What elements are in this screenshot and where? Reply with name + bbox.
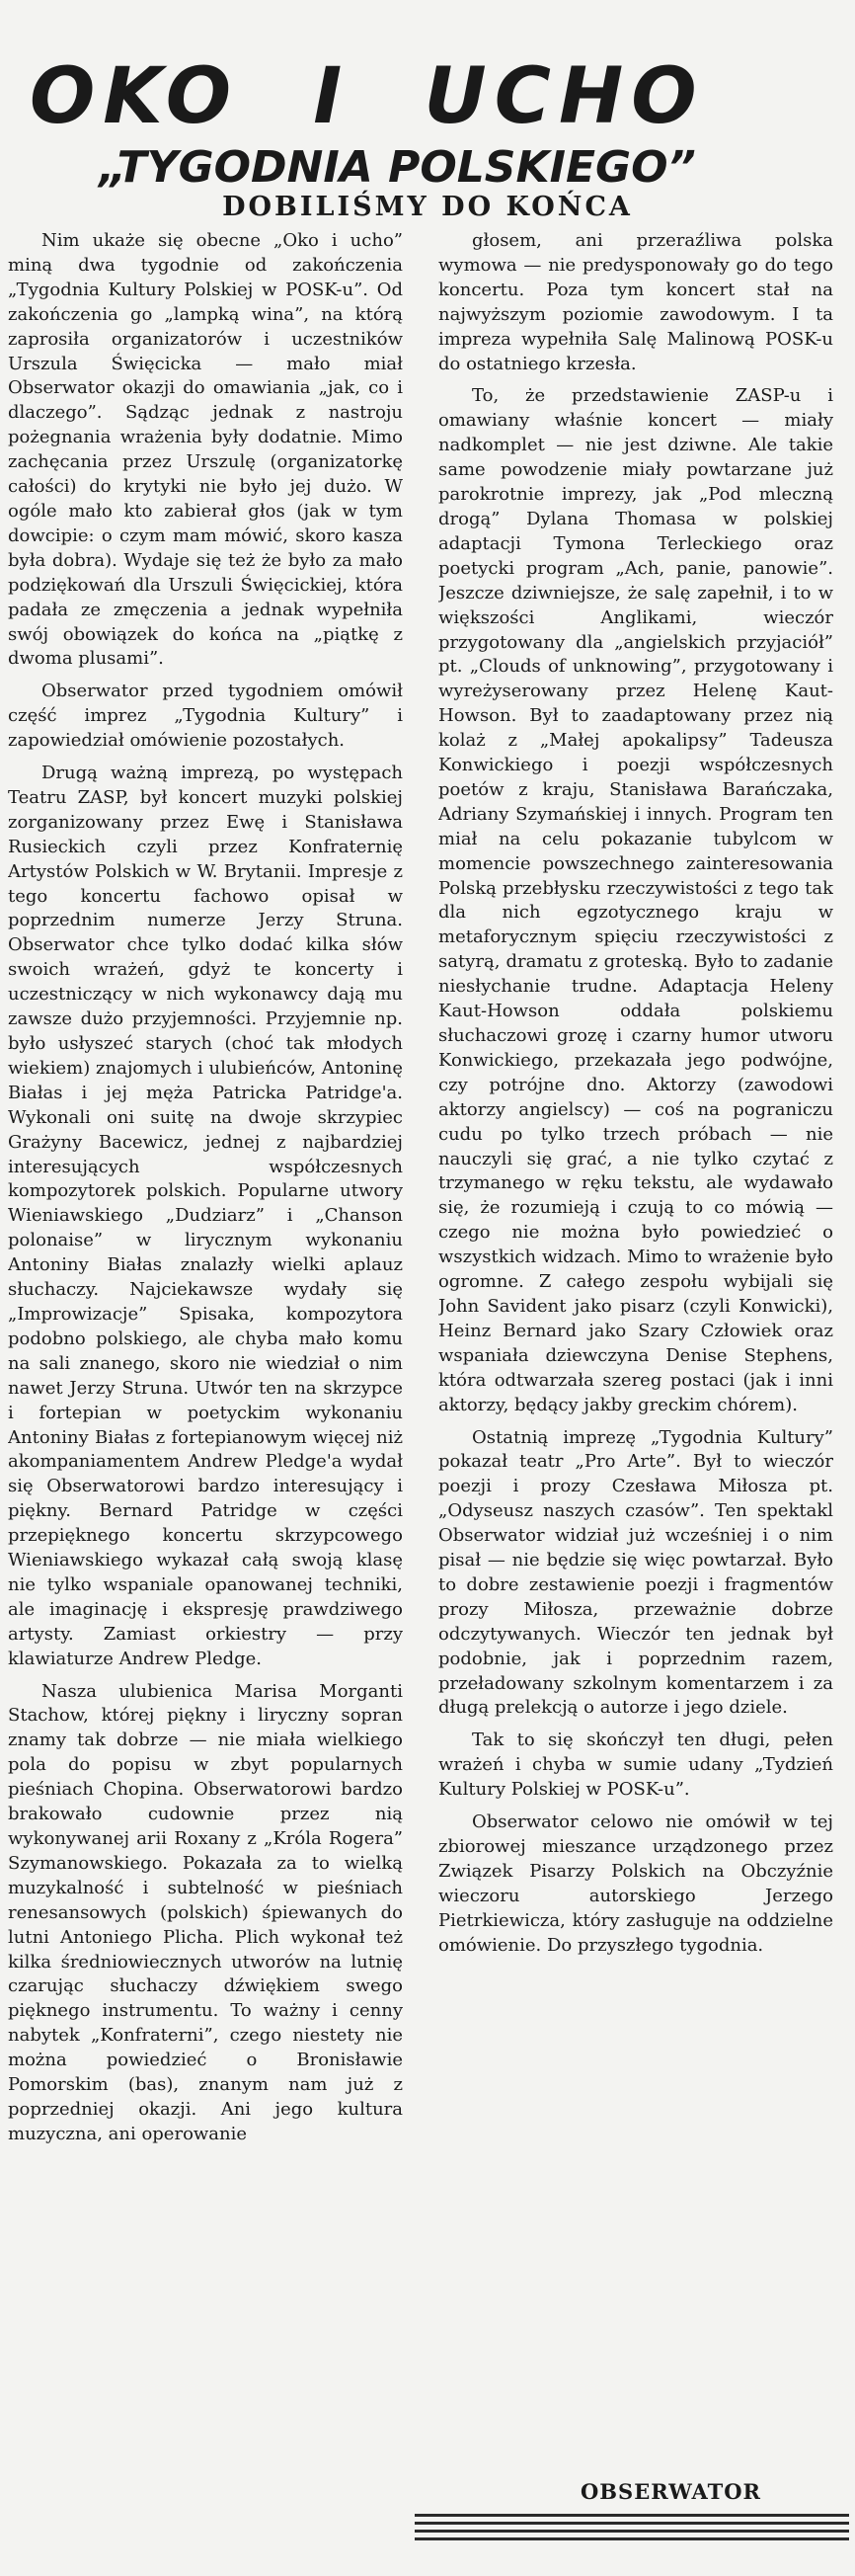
paragraph: głosem, ani przeraźliwa polska wymowa — nie predysponowały go do tego koncertu. Poza tym koncert stał na najwyższym poziomie zawodowym. I ta impreza wypełniła Salę Malinową POSK-u do ostatniego krzesła. (438, 230, 833, 374)
paragraph: Nasza ulubienica Marisa Morganti Stachow, której piękny i liryczny sopran znamy tak dobrze — nie miała wielkiego pola do popisu w zbyt popularnych pieśniach Chopina. Obserwatorowi bardzo brakowało cudownie przez nią wykonywanej arii Roxany z „Króla Rogera” Szymanowskiego. Pokazała za to wielką muzykalność i subtelność w pieśniach renesansowych (polskich) śpiewanych do lutni Antoniego Plicha. Plich wykonał też kilka średniowiecznych utworów na lutnię czarując słuchaczy dźwiękiem swego pięknego instrumentu. To ważny i cenny nabytek „Konfraterni”, czego niestety nie można powiedzieć o Bronisławie Pomorskim (bas), znanym nam już z poprzedniej okazji. Ani jego kultura muzyczna, ani operowanie (8, 1680, 403, 2144)
paragraph: Ostatnią imprezę „Tygodnia Kultury” pokazał teatr „Pro Arte”. Był to wieczór poezji i prozy Czesława Miłosza pt. „Odyseusz naszych czasów”. Ten spektakl Obserwator widział już wcześniej i o nim pisał — nie będzie się więc powtarzał. Było to dobre zestawienie poezji i fragmentów prozy Miłosza, przeważnie dobrze odczytywanych. Wieczór ten jednak był podobnie, jak i poprzednim razem, przeładowany szkolnym komentarzem i za długą prelekcją o autorze i jego dziele. (438, 1426, 833, 1719)
rule-line (415, 2514, 849, 2517)
left-column (8, 229, 403, 2560)
rule-line (415, 2522, 849, 2525)
rule-line (415, 2530, 849, 2533)
article-headline: DOBILIŚMY DO KOŃCA (222, 192, 633, 222)
masthead (0, 52, 855, 193)
right-column (438, 229, 833, 2560)
column-title: „TYGODNIA POLSKIEGO” (99, 142, 696, 193)
paragraph: Nim ukaże się obecne „Oko i ucho” miną dwa tygodnie od zakończenia „Tygodnia Kultury Polskiej w POSK-u”. Od zakończenia go „lampką wina”, na którą zaprosiła organizatorów i uczestników Urszula Święcicka — mało miał Obserwator okazji do omawiania „jak, co i dlaczego”. Sądząc jednak z nastroju pożegnania wrażenia były dodatnie. Mimo zachęcania przez Urszulę (organizatorkę całości) do krytyki nie było jej dużo. W ogóle mało kto zabierał głos (jak w tym dowcipie: o czym mam mówić, skoro kasza była dobra). Wydaje się też że było za mało podziękowań dla Urszuli Święcickiej, która padała ze zmęczenia a jednak wypełniła swój obowiązek do końca na „piątkę z dwoma plusami”. (8, 230, 403, 670)
paragraph: Obserwator celowo nie omówił w tej zbiorowej mieszance urządzonego przez Związek Pisarzy Polskich na Obczyźnie wieczoru autorskiego Jerzego Pietrkiewicza, który zasługuje na oddzielne omówienie. Do przyszłego tygodnia. (438, 1811, 833, 1956)
paragraph: To, że przedstawienie ZASP-u i omawiany właśnie koncert — miały nadkomplet — nie jest dziwne. Ale takie same powodzenie miały powtarzane już parokrotnie imprezy, jak „Pod mleczną drogą” Dylana Thomasa w polskiej adaptacji Tymona Terleckiego oraz poetycki program „Ach, panie, panowie”. Jeszcze dziwniejsze, że salę zapełnił, i to w większości Anglikami, wieczór przygotowany dla „angielskich przyjaciół” pt. „Clouds of unknowing”, przygotowany i wyreżyserowany przez Helenę Kaut-Howson. Był to zaadaptowany przez nią kolaż z „Małej apokalipsy” Tadeusza Konwickiego i poezji współczesnych poetów z kraju, Stanisława Barańczaka, Adriany Szymańskiej i innych. Program ten miał na celu pokazanie tubylcom w momencie powszechnego zainteresowania Polską przebłysku rzeczywistości z tego tak dla nich egzotycznego kraju w metaforycznym spięciu rzeczywistości z satyrą, dramatu z groteską. Było to zadanie niesłychanie trudne. Adaptacja Heleny Kaut-Howson oddała polskiemu słuchaczowi grozę i czarny humor utworu Konwickiego, przekazała jego podwójne, czy potrójne dno. Aktorzy (zawodowi aktorzy angielscy) — coś na pograniczu cudu po tylko trzech próbach — nie nauczyli się grać, a nie tylko czytać z trzymanego w ręku tekstu, ale wydawało się, że rozumieją i czują to co mówią — czego nie można było powiedzieć o wszystkich widzach. Mimo to wrażenie było ogromne. Z całego zespołu wybijali się John Savident jako pisarz (czyli Konwicki), Heinz Bernard jako Szary Człowiek oraz wspaniała dziewczyna Denise Stephens, która odtwarzała szereg postaci (jak i inni aktorzy, będący jakby greckim chórem). (438, 385, 833, 1415)
paragraph: Obserwator przed tygodniem omówił część imprez „Tygodnia Kultury” i zapowiedział omówienie pozostałych. (8, 681, 403, 752)
rule-line (415, 2537, 849, 2540)
column-kicker: OKO I UCHO (30, 52, 705, 141)
closing-rule (415, 2514, 849, 2553)
author-signature: OBSERWATOR (581, 2479, 761, 2504)
paragraph: Tak to się skończył ten długi, pełen wrażeń i chyba w sumie udany „Tydzień Kultury Polskiej w POSK-u”. (438, 1730, 833, 1801)
paragraph: Drugą ważną imprezą, po występach Teatru ZASP, był koncert muzyki polskiej zorganizowany przez Ewę i Stanisława Rusieckich czyli przez Konfraternię Artystów Polskich w W. Brytanii. Impresje z tego koncertu fachowo opisał w poprzednim numerze Jerzy Struna. Obserwator chce tylko dodać kilka słów swoich wrażeń, gdyż te koncerty i uczestniczący w nich wykonawcy dają mu zawsze dużo przyjemności. Przyjemnie np. było usłyszeć starych (choć tak młodych wiekiem) znajomych i ulubieńców, Antoninę Białas i jej męża Patricka Patridge'a. Wykonali oni suitę na dwoje skrzypiec Grażyny Bacewicz, jednej z najbardziej interesujących współczesnych kompozytorek polskich. Popularne utwory Wieniawskiego „Dudziarz” i „Chanson polonaise” w lirycznym wykonaniu Antoniny Białas znalazły wielki aplauz słuchaczy. Najciekawsze wydały się „Improwizacje” Spisaka, kompozytora podobno polskiego, ale chyba mało komu na sali znanego, skoro nie wiedział o nim nawet Jerzy Struna. Utwór ten na skrzypce i fortepian w poetyckim wykonaniu Antoniny Białas z fortepianowym więcej niż akompaniamentem Andrew Pledge'a wydał się Obserwatorowi bardzo interesujący i piękny. Bernard Patridge w części przepięknego koncertu skrzypcowego Wieniawskiego wykazał całą swoją klasę nie tylko wspaniale opanowanej techniki, ale imaginację i ekspresję prawdziwego artysty. Zamiast orkiestry — przy klawiaturze Andrew Pledge. (8, 763, 403, 1669)
